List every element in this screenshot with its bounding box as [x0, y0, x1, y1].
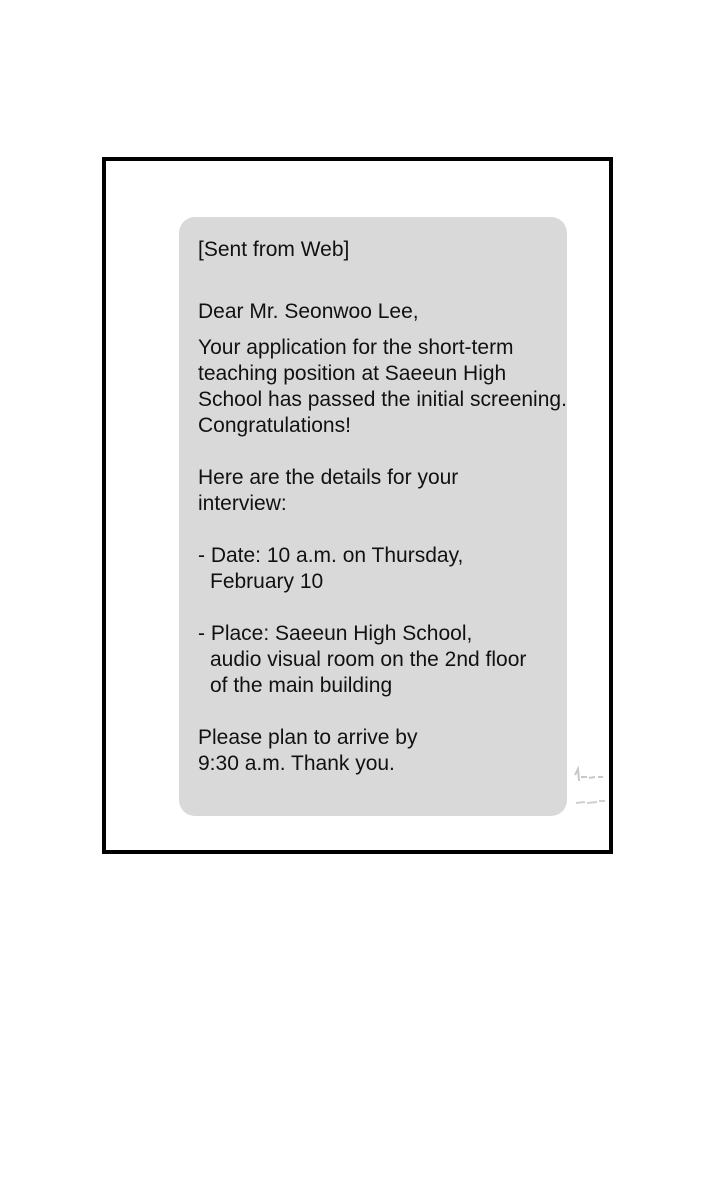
- greeting: Dear Mr. Seonwoo Lee,: [198, 300, 419, 323]
- paragraph-line: screening. Congratulations!: [198, 388, 567, 437]
- detail-item-date: [198, 543, 568, 595]
- paragraph-line: Your application for the short-term: [198, 336, 514, 359]
- closing: [198, 725, 568, 777]
- paragraph-line: School has passed the initial: [198, 388, 465, 411]
- detail-item-place: [198, 621, 568, 699]
- message-paragraph: [198, 465, 568, 517]
- paragraph-line: teaching position at Saeeun High: [198, 362, 507, 385]
- message-text: [198, 237, 568, 777]
- detail-line: - Place: Saeeun High School,: [198, 622, 473, 645]
- paragraph-line: Here are the details for your: [198, 466, 459, 489]
- detail-line: of the main building: [210, 674, 393, 697]
- detail-line: - Date: 10 a.m. on Thursday,: [198, 544, 464, 567]
- closing-line: 9:30 a.m. Thank you.: [198, 752, 395, 775]
- detail-line: audio visual room on the 2nd floor: [210, 648, 527, 671]
- comic-panel: [102, 157, 613, 854]
- message-paragraph: [198, 335, 568, 439]
- message-bubble: [179, 217, 567, 816]
- closing-line: Please plan to arrive by: [198, 726, 418, 749]
- detail-line: February 10: [210, 570, 324, 593]
- paragraph-line: interview:: [198, 492, 287, 515]
- timestamp-scribble: [573, 765, 609, 813]
- sender-line: [Sent from Web]: [198, 238, 350, 261]
